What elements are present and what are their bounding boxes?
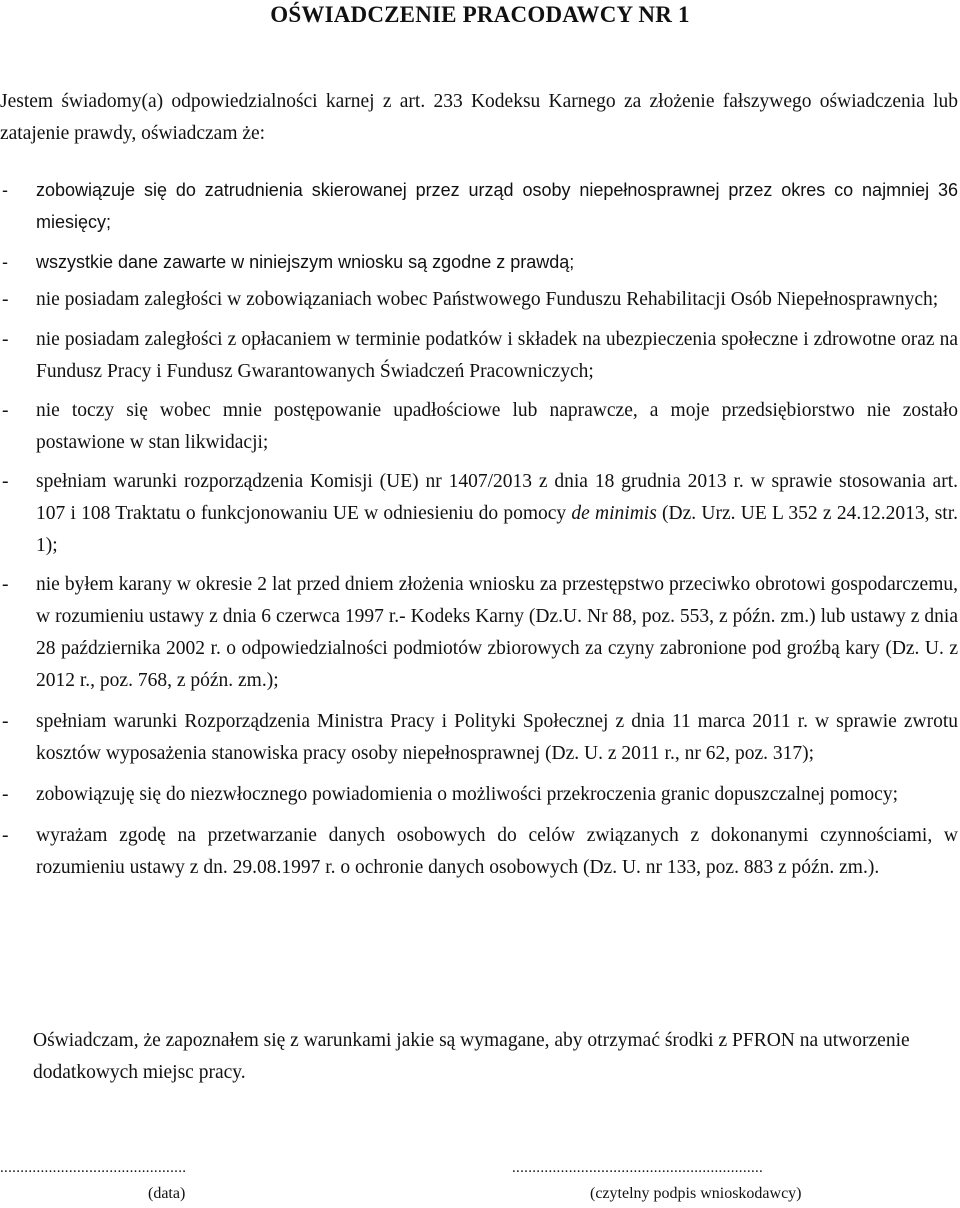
list-dash: - [2, 784, 9, 805]
list-item-text: nie toczy się wobec mnie postępowanie upadłościowe lub naprawcze, a moje przedsiębiorstwo nie zostało postawione w stan likwidacji; [36, 400, 958, 453]
list-dash: - [2, 252, 8, 272]
statement-paragraph: Oświadczam, że zapoznałem się z warunkami jakie są wymagane, aby otrzymać środki z PFRON na utworzenie dodatkowych miejsc pracy. [33, 1030, 910, 1083]
list-item-italic-term: de minimis [571, 503, 657, 524]
list-item [0, 284, 958, 316]
list-item [0, 174, 958, 238]
list-item-text: wyrażam zgodę na przetwarzanie danych osobowych do celów związanych z dokonanymi czynnościami, w rozumieniu ustawy z dn. 29.08.1997 r. o ochronie danych osobowych (Dz. U. nr 133, poz. 883 z późn. zm.). [36, 825, 958, 878]
list-item [0, 395, 958, 459]
list-item [0, 779, 958, 811]
list-dash: - [2, 471, 9, 492]
list-item-text: spełniam warunki Rozporządzenia Ministra Pracy i Polityki Społecznej z dnia 11 marca 2011 r. w sprawie zwrotu kosztów wyposażenia stanowiska pracy osoby niepełnosprawnej (Dz. U. z 2011 r., nr 62, poz. 317); [36, 711, 958, 764]
list-dash: - [2, 825, 9, 846]
list-item-text: wszystkie dane zawarte w niniejszym wniosku są zgodne z prawdą; [36, 252, 575, 272]
intro-paragraph: Jestem świadomy(a) odpowiedzialności karnej z art. 233 Kodeksu Karnego za złożenie fałszywego oświadczenia lub zatajenie prawdy, oświadczam że: [0, 91, 958, 144]
list-item [0, 324, 958, 388]
list-item-text: zobowiązuję się do niezwłocznego powiadomienia o możliwości przekroczenia granic dopuszczalnej pomocy; [36, 784, 899, 805]
signature-label: (czytelny podpis wnioskodawcy) [590, 1185, 802, 1202]
list-item [0, 466, 958, 562]
list-item-text: nie posiadam zaległości z opłacaniem w terminie podatków i składek na ubezpieczenia społeczne i zdrowotne oraz na Fundusz Pracy i Fundusz Gwarantowanych Świadczeń Pracowniczych; [36, 329, 958, 382]
declaration-list [0, 174, 958, 884]
list-dash: - [2, 574, 9, 595]
list-item-text: nie posiadam zaległości w zobowiązaniach wobec Państwowego Funduszu Rehabilitacji Osób Niepełnosprawnych; [36, 289, 939, 310]
list-item [0, 246, 958, 278]
list-dash: - [2, 711, 9, 732]
list-item-text-part: (Dz. Urz. UE L 352 z 24.12.2013, str. 1); [36, 503, 958, 556]
list-item-text [36, 471, 958, 556]
document-title: OŚWIADCZENIE PRACODAWCY NR 1 [270, 2, 690, 27]
list-item-text-part: spełniam warunki rozporządzenia Komisji (UE) nr 1407/2013 z dnia 18 grudnia 2013 r. w sprawie stosowania art. 107 i 108 Traktatu o funkcjonowaniu UE w odniesieniu do pomocy [36, 471, 958, 524]
list-item-text: zobowiązuje się do zatrudnienia skierowanej przez urząd osoby niepełnosprawnej przez okres co najmniej 36 miesięcy; [36, 180, 958, 232]
list-item [0, 569, 958, 697]
list-item-text: nie byłem karany w okresie 2 lat przed dniem złożenia wniosku za przestępstwo przeciwko obrotowi gospodarczemu, w rozumieniu ustawy z dnia 6 czerwca 1997 r.- Kodeks Karny (Dz.U. Nr 88, poz. 553, z późn. zm.) lub ustawy z dnia 28 października 2002 r. o odpowiedzialności podmiotów zbiorowych za czyny zabronione pod groźbą kary (Dz. U. z 2012 r., poz. 768, z późn. zm.); [36, 574, 958, 691]
list-item [0, 706, 958, 770]
list-dash: - [2, 400, 9, 421]
signature-line: .............................................................. [512, 1160, 764, 1176]
list-item [0, 820, 958, 884]
date-label: (data) [148, 1185, 186, 1202]
date-signature-line: .............................................. [0, 1160, 187, 1176]
list-dash: - [2, 289, 9, 310]
list-dash: - [2, 329, 9, 350]
list-dash: - [2, 180, 8, 200]
